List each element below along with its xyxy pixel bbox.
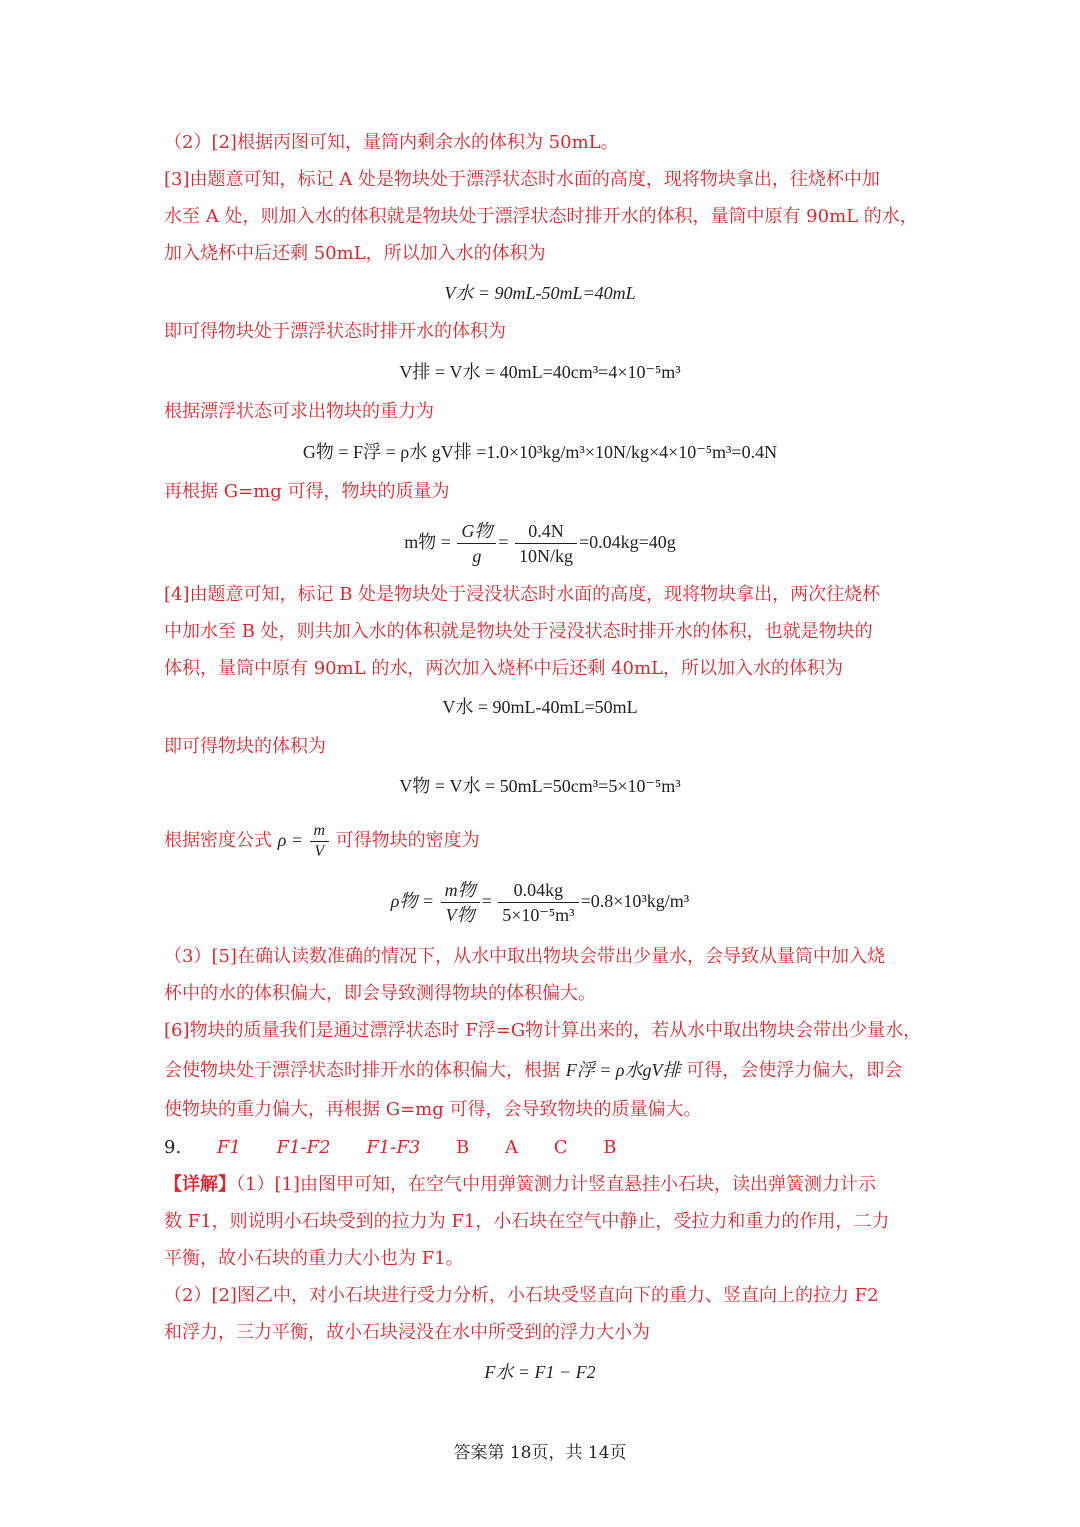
- answer-2: F1-F2: [276, 1137, 331, 1158]
- equation-gravity: G物 = F浮 = ρ水 gV排 =1.0×10³kg/m³×10N/kg×4×10⁻⁵m³=0.4N: [302, 442, 778, 462]
- paragraph-density-formula: [164, 815, 924, 866]
- density-intro: 根据密度公式: [164, 830, 272, 851]
- detail-line3: 平衡，故小石块的重力大小也为 F1。: [164, 1248, 464, 1269]
- answer-3: F1-F3: [366, 1137, 421, 1158]
- equation-mass-lhs: m物 =: [404, 532, 451, 552]
- fraction-numerator: m: [310, 821, 330, 842]
- detail-tag: 【详解】: [164, 1174, 236, 1195]
- equation-displaced-volume: V排 = V水 = 40mL=40cm³=4×10⁻⁵m³: [399, 362, 681, 382]
- paragraph-part6-line3: 使物块的重力偏大，再根据 G=mg 可得，会导致物块的质量偏大。: [164, 1099, 702, 1120]
- fraction-denominator: V: [314, 843, 325, 861]
- fraction-g-over-g: [457, 519, 496, 568]
- detail-part2-line1: （2）[2]图乙中，对小石块进行受力分析，小石块受竖直向下的重力、竖直向上的拉力 F2: [164, 1285, 879, 1306]
- paragraph-part3-line3: 加入烧杯中后还剩 50mL，所以加入水的体积为: [164, 243, 546, 264]
- question-number: 9.: [164, 1137, 182, 1158]
- part6-line2-start: 会使物块处于漂浮状态时排开水的体积偏大，根据: [164, 1060, 560, 1081]
- answer-1: F1: [216, 1137, 241, 1158]
- fraction-numerator: 0.4N: [515, 519, 577, 544]
- part6-line2-end: 可得，会使浮力偏大，即会: [686, 1060, 903, 1081]
- fraction-density-values: [498, 878, 578, 927]
- answer-5: A: [504, 1137, 518, 1158]
- equation-mass-rhs: =0.04kg=40g: [579, 532, 676, 552]
- paragraph-part5-line1: （3）[5]在确认读数准确的情况下，从水中取出物块会带出少量水，会导致从量筒中加入烧: [164, 946, 885, 967]
- answer-7: B: [603, 1137, 617, 1158]
- density-formula: [277, 822, 336, 861]
- detail-line1-text: （1）[1]由图甲可知，在空气中用弹簧测力计竖直悬挂小石块，读出弹簧测力计示: [236, 1174, 876, 1195]
- answer-4: B: [456, 1137, 470, 1158]
- equation-density-rhs: =0.8×10³kg/m³: [580, 891, 690, 911]
- paragraph-part6-line2: [164, 1057, 924, 1084]
- rho-lhs: ρ =: [277, 830, 304, 850]
- paragraph-part3-line1: [3]由题意可知，标记 A 处是物块处于漂浮状态时水面的高度，现将物块拿出，往烧杯中加: [164, 169, 880, 190]
- fraction-numerator: G物: [457, 519, 496, 544]
- equation-mass: m物 = $\frac{\text{G物}}{g}$ = $\frac{0.4N}{10N/kg}$ =0.04kg=40g: [404, 521, 676, 567]
- fraction-numerator: 0.04kg: [498, 878, 578, 903]
- fraction-m-over-v: [310, 821, 330, 862]
- question-9-answers: [164, 1135, 924, 1161]
- equation-density: ρ物 = $\frac{\text{m物}}{\text{V物}}$ = $\frac{0.04kg}{\text{5×10⁻⁵m³}}$ =0.8×10³kg/m³: [390, 880, 690, 926]
- fraction-denominator: 10N/kg: [519, 546, 573, 567]
- fraction-denominator: V物: [445, 905, 475, 926]
- fraction-m-over-v-object: [441, 878, 480, 927]
- equation-water-volume-1: V水 = 90mL-50mL=40mL: [444, 283, 636, 303]
- equation-object-volume: V物 = V水 = 50mL=50cm³=5×10⁻⁵m³: [399, 776, 681, 796]
- paragraph-part6-line1: [6]物块的质量我们是通过漂浮状态时 F浮=G物计算出来的，若从水中取出物块会带出少量水，: [164, 1020, 922, 1041]
- equation-water-volume-2: V水 = 90mL-40mL=50mL: [442, 697, 638, 717]
- paragraph-gravity: 根据漂浮状态可求出物块的重力为: [164, 401, 434, 422]
- detail-line2: 数 F1，则说明小石块受到的拉力为 F1，小石块在空气中静止，受拉力和重力的作用，二力: [164, 1211, 890, 1232]
- page-footer: 答案第 18页，共 14页: [453, 1443, 627, 1463]
- equation-density-lhs: ρ物 =: [390, 891, 435, 911]
- paragraph-part5-line2: 杯中的水的体积偏大，即会导致测得物块的体积偏大。: [164, 983, 596, 1004]
- paragraph-part4-line1: [4]由题意可知，标记 B 处是物块处于浸没状态时水面的高度，现将物块拿出，两次往烧杯: [164, 584, 881, 605]
- detail-line1: [164, 1172, 924, 1198]
- density-outro: 可得物块的密度为: [335, 830, 480, 851]
- fraction-values: [515, 519, 577, 568]
- detail-part2-line2: 和浮力，三力平衡，故小石块浸没在水中所受到的浮力大小为: [164, 1322, 650, 1343]
- fraction-numerator: m物: [441, 878, 480, 903]
- paragraph-displaced-volume: 即可得物块处于漂浮状态时排开水的体积为: [164, 321, 506, 342]
- fraction-denominator: g: [472, 546, 482, 567]
- paragraph-part3-line2: 水至 A 处，则加入水的体积就是物块处于漂浮状态时排开水的体积，量筒中原有 90mL 的水，: [164, 206, 918, 227]
- paragraph-part4-line2: 中加水至 B 处，则共加入水的体积就是物块处于浸没状态时排开水的体积，也就是物块的: [164, 621, 873, 642]
- paragraph-part4-line3: 体积，量筒中原有 90mL 的水，两次加入烧杯中后还剩 40mL，所以加入水的体积为: [164, 658, 844, 679]
- fraction-denominator: 5×10⁻⁵m³: [502, 905, 575, 926]
- buoyancy-formula: F浮 = ρ水gV排: [565, 1060, 681, 1080]
- equation-buoyancy-difference: F水 = F1 − F2: [484, 1362, 596, 1382]
- paragraph-part2-2: （2）[2]根据丙图可知，量筒内剩余水的体积为 50mL。: [164, 132, 619, 153]
- answer-6: C: [553, 1137, 568, 1158]
- paragraph-mass: 再根据 G=mg 可得，物块的质量为: [164, 481, 450, 502]
- paragraph-object-volume: 即可得物块的体积为: [164, 736, 326, 757]
